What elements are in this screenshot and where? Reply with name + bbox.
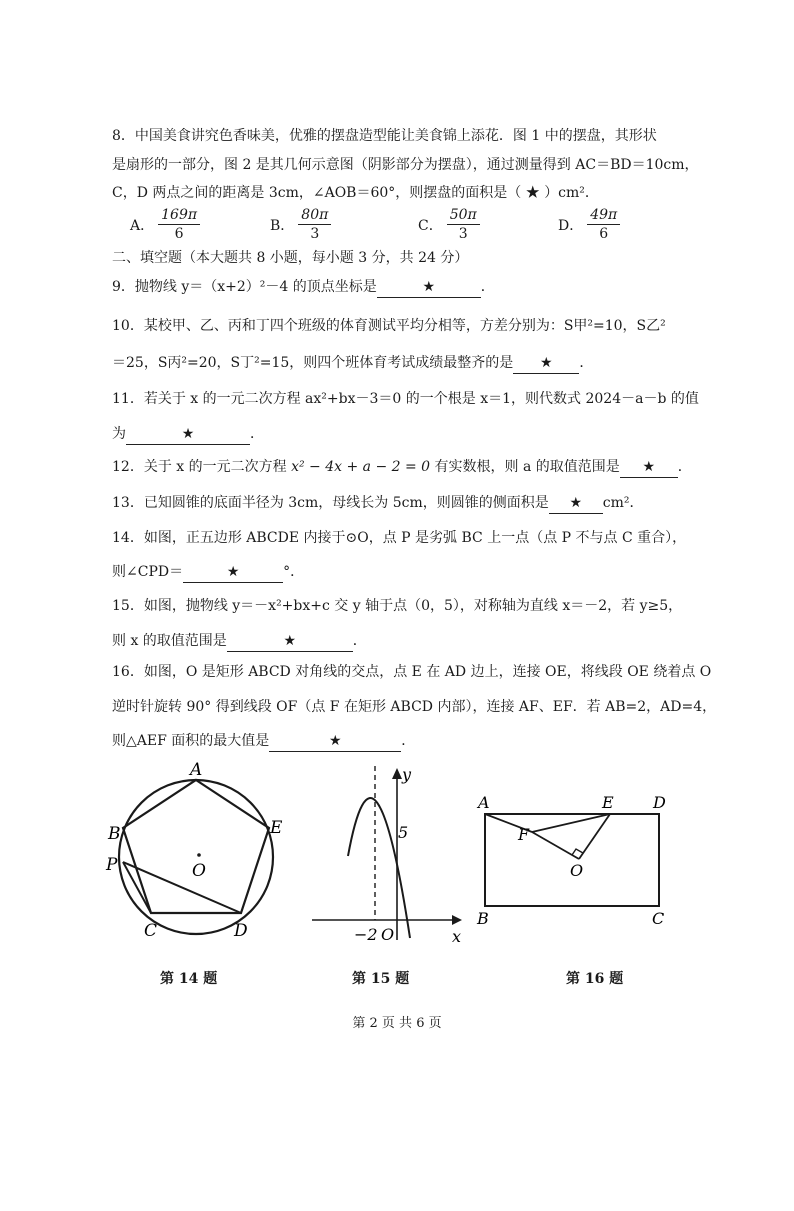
q10-answer-blank[interactable] — [513, 353, 579, 374]
option-label: D． — [558, 217, 584, 234]
fraction-numerator: 169π — [158, 206, 200, 225]
q10-line2 — [112, 353, 593, 374]
label-p: P — [106, 855, 118, 875]
option-label: B． — [270, 217, 295, 234]
caption-fig14: 第 14 题 — [160, 971, 218, 987]
center-dot — [197, 853, 201, 857]
label-origin: O — [381, 925, 395, 944]
q13-end: cm²． — [602, 495, 644, 511]
q16-line1: 16．如图，O 是矩形 ABCD 对角线的交点，点 E 在 AD 边上，连接 OE，将线段 OE 绕着点 O — [112, 664, 712, 680]
q14-text: 则∠CPD＝ — [112, 564, 184, 580]
label-neg2: −2 — [354, 925, 378, 944]
figure-14 — [104, 752, 294, 952]
q14-end: °． — [283, 564, 305, 580]
q12-equation: x² − 4x + a − 2 = 0 — [291, 459, 431, 475]
label-a: A — [478, 793, 490, 812]
label-e: E — [602, 793, 614, 812]
q10-line1: 10．某校甲、乙、丙和丁四个班级的体育测试平均分相等，方差分别为：S甲²=10，S乙² — [112, 318, 666, 334]
fraction-denominator: 3 — [310, 226, 320, 242]
q8-line3-a: C，D 两点之间的距离是 3cm，∠AOB＝60°，则摆盘的面积是（ — [112, 185, 522, 201]
answer-star: ★ — [642, 459, 656, 475]
q14-answer-blank[interactable] — [183, 562, 283, 583]
q9-end: ． — [480, 279, 495, 295]
answer-star: ★ — [283, 633, 297, 649]
q15-line1: 15．如图，抛物线 y＝－x²+bx+c 交 y 轴于点（0，5），对称轴为直线 x＝－2，若 y≥5， — [112, 598, 683, 614]
answer-star: ★ — [422, 279, 436, 295]
section-heading: 二、填空题（本大题共 8 小题，每小题 3 分，共 24 分） — [112, 250, 469, 266]
figure-16 — [472, 792, 682, 932]
q12-text-mid: 有实数根，则 a 的取值范围是 — [434, 459, 620, 475]
q8-line3 — [112, 183, 599, 203]
q8-option-d[interactable] — [558, 206, 624, 243]
q16-answer-blank[interactable] — [269, 731, 401, 752]
option-label: C． — [418, 217, 443, 234]
circle-o — [119, 780, 273, 934]
segment-pd — [123, 862, 241, 913]
label-f: F — [518, 825, 530, 844]
q15-answer-blank[interactable] — [227, 631, 353, 652]
label-a: A — [190, 760, 203, 780]
label-o: O — [570, 861, 584, 880]
x-axis-arrow — [452, 915, 462, 925]
label-b: B — [108, 824, 121, 844]
y-axis-arrow — [392, 768, 402, 779]
q9-text: 9．抛物线 y＝（x+2）²－4 的顶点坐标是 — [112, 279, 377, 295]
q16-line3 — [112, 731, 415, 752]
answer-star: ★ — [540, 355, 553, 371]
figure-15 — [306, 758, 471, 948]
fraction-numerator: 50π — [447, 206, 480, 225]
q9-answer-blank[interactable] — [377, 277, 481, 298]
q16-end: ． — [401, 733, 416, 749]
parabola-curve — [348, 798, 410, 938]
answer-star: ★ — [328, 733, 342, 749]
q8-option-c[interactable] — [418, 206, 484, 243]
q11-text: 为 — [112, 426, 126, 442]
q11-line2 — [112, 424, 264, 445]
q15-line2 — [112, 631, 367, 652]
answer-star: ★ — [181, 426, 195, 442]
q9 — [112, 277, 495, 298]
caption-fig15: 第 15 题 — [352, 971, 410, 987]
option-label: A． — [130, 217, 155, 234]
q12 — [112, 457, 692, 478]
q13-answer-blank[interactable] — [549, 493, 603, 514]
answer-star: ★ — [569, 495, 583, 511]
option-fraction — [298, 206, 331, 243]
q14-line2 — [112, 562, 304, 583]
label-x: x — [452, 927, 462, 946]
label-c: C — [144, 921, 158, 941]
q16-text: 则△AEF 面积的最大值是 — [112, 733, 270, 749]
label-e: E — [270, 818, 283, 838]
fraction-denominator: 3 — [458, 226, 468, 242]
fraction-numerator: 80π — [298, 206, 331, 225]
option-fraction — [158, 206, 200, 243]
answer-star: ★ — [226, 564, 240, 580]
fraction-numerator: 49π — [587, 206, 620, 225]
q8-line2: 是扇形的一部分，图 2 是其几何示意图（阴影部分为摆盘），通过测量得到 AC＝BD＝10cm， — [112, 157, 699, 173]
fraction-denominator: 6 — [599, 226, 609, 242]
q10-text: ＝25，S丙²=20，S丁²=15，则四个班体育考试成绩最整齐的是 — [112, 355, 514, 371]
label-y: y — [402, 765, 412, 784]
q11-line1: 11．若关于 x 的一元二次方程 ax²+bx－3＝0 的一个根是 x＝1，则代数式 2024－a－b 的值 — [112, 391, 699, 407]
segment-fe — [532, 814, 610, 832]
label-d: D — [234, 921, 248, 941]
fraction-denominator: 6 — [174, 226, 184, 242]
label-five: 5 — [398, 823, 409, 842]
rectangle-abcd — [485, 814, 659, 906]
label-c: C — [652, 909, 665, 928]
q8-line3-b: ）cm²． — [544, 185, 599, 201]
q12-answer-blank[interactable] — [620, 457, 678, 478]
q14-line1: 14．如图，正五边形 ABCDE 内接于⊙O，点 P 是劣弧 BC 上一点（点 P 不与点 C 重合）， — [112, 530, 687, 546]
q10-end: ． — [579, 355, 594, 371]
label-d: D — [653, 793, 666, 812]
q13-text: 13．已知圆锥的底面半径为 3cm，母线长为 5cm，则圆锥的侧面积是 — [112, 495, 549, 511]
option-fraction — [587, 206, 620, 243]
q12-end: ． — [677, 459, 692, 475]
q16-line2: 逆时针旋转 90° 得到线段 OF（点 F 在矩形 ABCD 内部），连接 AF、EF．若 AB=2，AD=4， — [112, 699, 717, 715]
option-fraction — [447, 206, 480, 243]
caption-fig16: 第 16 题 — [566, 971, 624, 987]
label-o: O — [192, 861, 206, 881]
q8-option-b[interactable] — [270, 206, 335, 243]
q11-answer-blank[interactable] — [126, 424, 250, 445]
q13 — [112, 493, 644, 514]
q11-end: ． — [250, 426, 264, 442]
answer-star: ★ — [525, 185, 540, 201]
q15-end: ． — [352, 633, 367, 649]
page-footer: 第 2 页 共 6 页 — [352, 1016, 442, 1031]
q8-option-a[interactable] — [130, 206, 204, 243]
label-b: B — [477, 909, 489, 928]
q15-text: 则 x 的取值范围是 — [112, 633, 227, 649]
q8-line1: 8．中国美食讲究色香味美，优雅的摆盘造型能让美食锦上添花．图 1 中的摆盘，其形状 — [112, 128, 657, 144]
q12-text: 12．关于 x 的一元二次方程 — [112, 459, 287, 475]
